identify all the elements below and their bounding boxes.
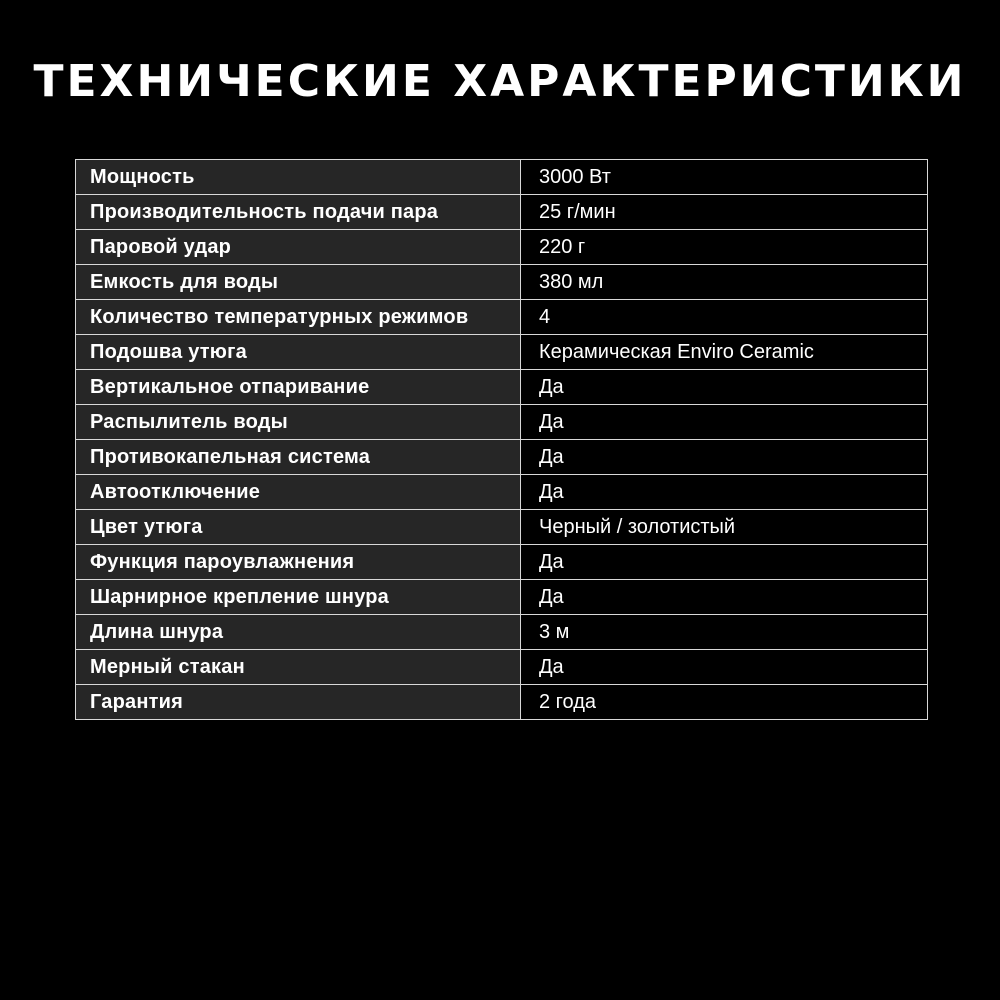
spec-name: Распылитель воды [76,405,521,440]
spec-value: Да [521,650,928,685]
spec-name: Мощность [76,160,521,195]
spec-name: Количество температурных режимов [76,300,521,335]
spec-row-steam-shot [76,230,928,265]
spec-name: Паровой удар [76,230,521,265]
spec-row-color [76,510,928,545]
spec-value: 3000 Вт [521,160,928,195]
spec-value: Да [521,440,928,475]
spec-row-auto-off [76,475,928,510]
spec-row-power [76,160,928,195]
spec-value: Черный / золотистый [521,510,928,545]
spec-table [75,159,928,720]
spec-value: Да [521,475,928,510]
spec-name: Функция пароувлажнения [76,545,521,580]
spec-value: Да [521,580,928,615]
spec-name: Мерный стакан [76,650,521,685]
spec-name: Гарантия [76,685,521,720]
spec-table-body [76,160,928,720]
spec-value: 2 года [521,685,928,720]
spec-row-measuring-cup [76,650,928,685]
spec-name: Противокапельная система [76,440,521,475]
spec-name: Емкость для воды [76,265,521,300]
spec-row-temperature-modes [76,300,928,335]
spec-name: Автоотключение [76,475,521,510]
spec-name: Производительность подачи пара [76,195,521,230]
spec-row-soleplate [76,335,928,370]
spec-name: Вертикальное отпаривание [76,370,521,405]
spec-value: 380 мл [521,265,928,300]
spec-row-vertical-steam [76,370,928,405]
spec-name: Цвет утюга [76,510,521,545]
spec-row-cord-length [76,615,928,650]
spec-row-anti-drip [76,440,928,475]
spec-name: Длина шнура [76,615,521,650]
spec-row-steam-output [76,195,928,230]
spec-value: 220 г [521,230,928,265]
spec-value: Да [521,545,928,580]
spec-value: 4 [521,300,928,335]
spec-value: Да [521,370,928,405]
spec-name: Подошва утюга [76,335,521,370]
spec-row-cord-swivel [76,580,928,615]
spec-value: Да [521,405,928,440]
spec-value: 25 г/мин [521,195,928,230]
spec-row-steam-humidification [76,545,928,580]
page-title: ТЕХНИЧЕСКИЕ ХАРАКТЕРИСТИКИ [33,56,967,107]
spec-name: Шарнирное крепление шнура [76,580,521,615]
spec-row-warranty [76,685,928,720]
spec-value: 3 м [521,615,928,650]
spec-value: Керамическая Enviro Ceramic [521,335,928,370]
spec-row-water-spray [76,405,928,440]
spec-row-water-tank [76,265,928,300]
